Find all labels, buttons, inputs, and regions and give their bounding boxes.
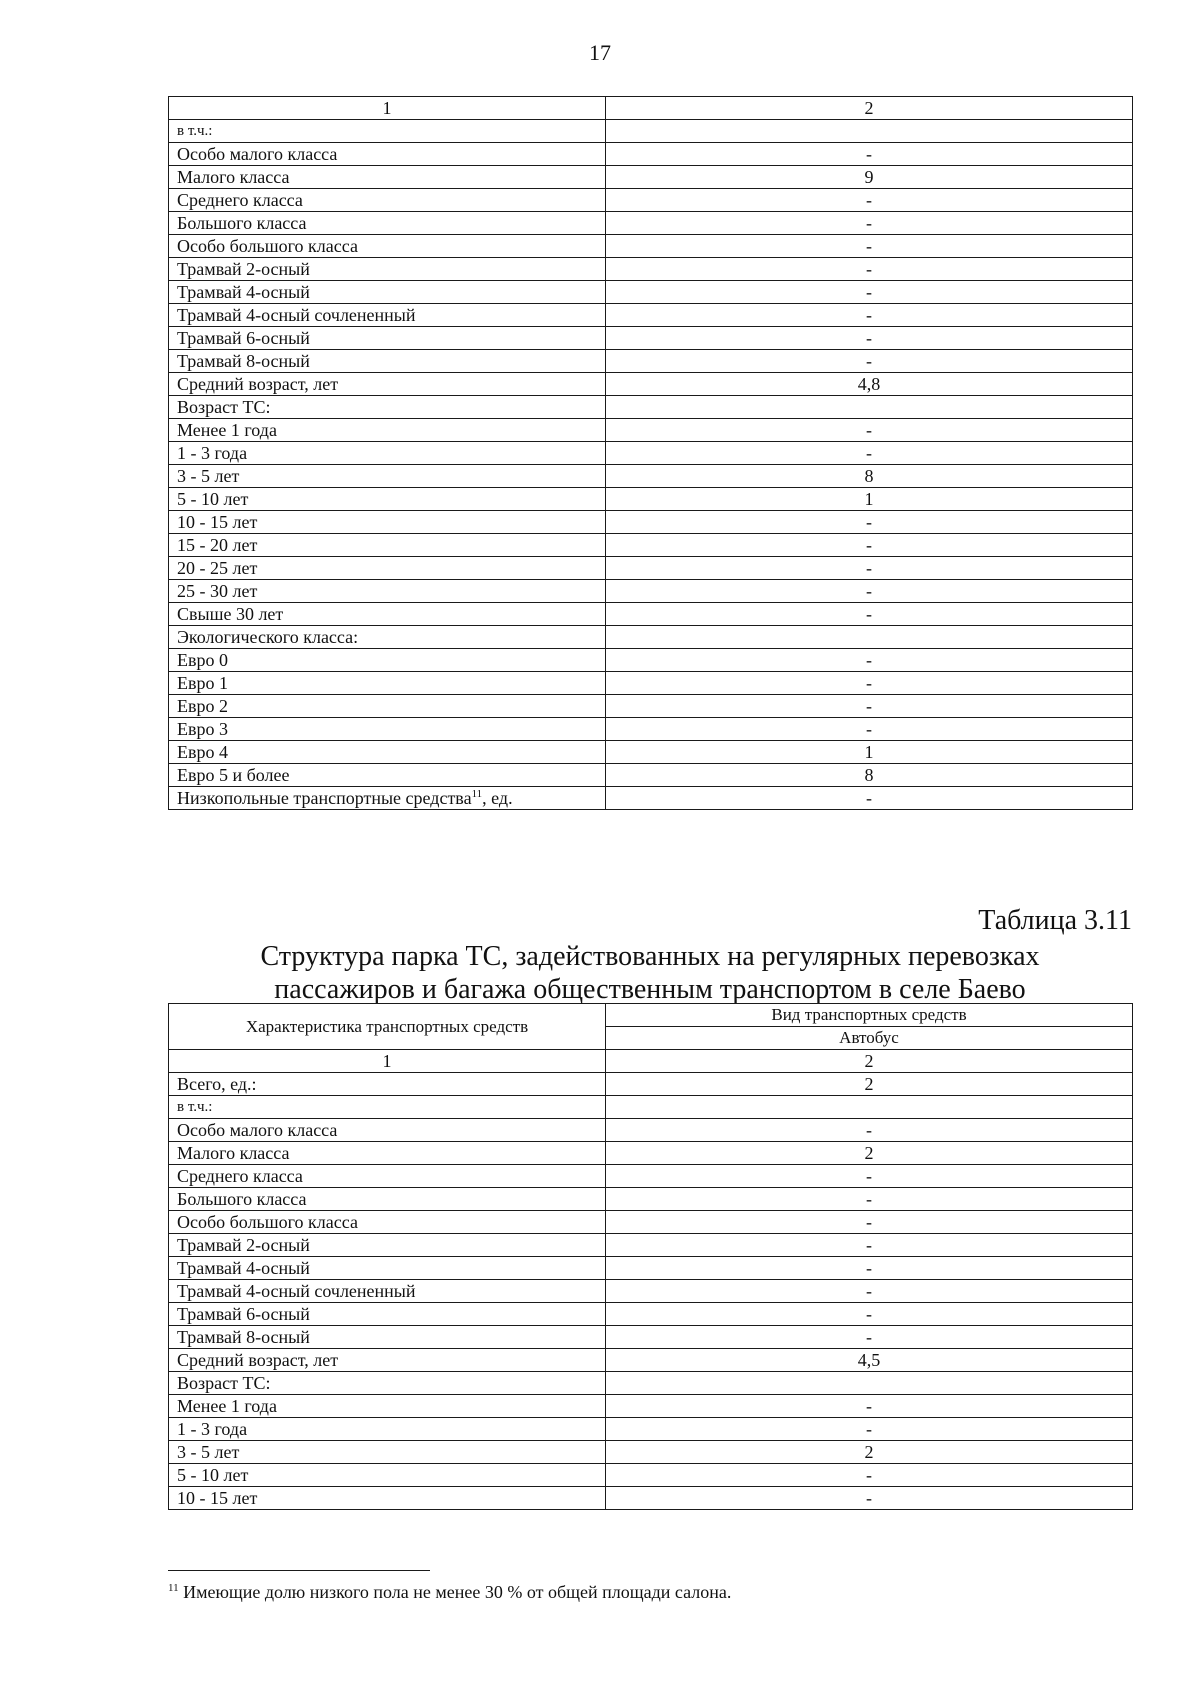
table-row xyxy=(169,1257,1133,1280)
footnote-text: Имеющие долю низкого пола не менее 30 % от общей площади салона. xyxy=(178,1582,732,1602)
row-label-text: Среднего класса xyxy=(177,1166,303,1186)
row-value: - xyxy=(606,672,1133,695)
table-row xyxy=(169,1280,1133,1303)
row-value: 4,5 xyxy=(606,1349,1133,1372)
table-row xyxy=(169,235,1133,258)
row-label-suffix: , ед. xyxy=(482,788,513,808)
row-value: 2 xyxy=(606,1142,1133,1165)
table-row xyxy=(169,1349,1133,1372)
row-label-text: Евро 0 xyxy=(177,650,228,670)
row-label xyxy=(169,557,606,580)
table-row xyxy=(169,1096,1133,1119)
row-label-text: 1 - 3 года xyxy=(177,1419,248,1439)
row-label-text: 1 - 3 года xyxy=(177,443,248,463)
row-label-text: Возраст ТС: xyxy=(177,1373,271,1393)
row-label-text: в т.ч.: xyxy=(177,1099,213,1115)
table-row xyxy=(169,143,1133,166)
row-value: 4,8 xyxy=(606,373,1133,396)
row-label-text: Менее 1 года xyxy=(177,1396,277,1416)
row-label-text: Возраст ТС: xyxy=(177,397,271,417)
row-value: - xyxy=(606,1119,1133,1142)
row-label-text: Экологического класса: xyxy=(177,627,359,647)
row-label-text: Малого класса xyxy=(177,167,290,187)
row-label xyxy=(169,396,606,419)
header-vehicle-type: Вид транспортных средств xyxy=(606,1004,1133,1027)
row-label xyxy=(169,1188,606,1211)
row-label-text: Трамвай 4-осный сочлененный xyxy=(177,305,416,325)
table-row xyxy=(169,258,1133,281)
row-label-text: Низкопольные транспортные средства xyxy=(177,788,472,808)
table-row xyxy=(169,1464,1133,1487)
row-label xyxy=(169,603,606,626)
row-label xyxy=(169,1119,606,1142)
table-row xyxy=(169,764,1133,787)
row-label-text: Евро 1 xyxy=(177,673,228,693)
continued-table-body xyxy=(169,120,1133,810)
row-label-text: 20 - 25 лет xyxy=(177,558,258,578)
row-label xyxy=(169,1073,606,1096)
row-value: - xyxy=(606,212,1133,235)
row-label xyxy=(169,1441,606,1464)
table-row xyxy=(169,1326,1133,1349)
row-label xyxy=(169,580,606,603)
row-label-text: Евро 4 xyxy=(177,742,228,762)
row-label xyxy=(169,1349,606,1372)
table-row xyxy=(169,741,1133,764)
row-value: - xyxy=(606,580,1133,603)
table-row xyxy=(169,534,1133,557)
table-row xyxy=(169,787,1133,810)
row-label xyxy=(169,1142,606,1165)
footnote-divider xyxy=(168,1570,430,1571)
row-value: - xyxy=(606,1303,1133,1326)
row-label xyxy=(169,419,606,442)
column-number-row xyxy=(169,97,1133,120)
table-row xyxy=(169,120,1133,143)
row-label-text: 5 - 10 лет xyxy=(177,489,249,509)
row-label-text: 25 - 30 лет xyxy=(177,581,258,601)
row-value: - xyxy=(606,603,1133,626)
table-row xyxy=(169,166,1133,189)
row-label xyxy=(169,143,606,166)
row-label-text: Большого класса xyxy=(177,1189,307,1209)
table-3-11-body xyxy=(169,1073,1133,1510)
table-row xyxy=(169,327,1133,350)
column-number-1: 1 xyxy=(169,97,606,120)
row-value: - xyxy=(606,350,1133,373)
row-value: - xyxy=(606,511,1133,534)
table-title xyxy=(168,940,1132,1006)
row-value: - xyxy=(606,787,1133,810)
row-label xyxy=(169,189,606,212)
row-label-text: Среднего класса xyxy=(177,190,303,210)
row-label xyxy=(169,281,606,304)
row-value: - xyxy=(606,1326,1133,1349)
table-row xyxy=(169,1372,1133,1395)
table-row xyxy=(169,626,1133,649)
footnote-mark: 11 xyxy=(168,1582,179,1594)
row-label xyxy=(169,626,606,649)
row-value: - xyxy=(606,143,1133,166)
row-value: - xyxy=(606,1395,1133,1418)
row-value xyxy=(606,1372,1133,1395)
row-label xyxy=(169,741,606,764)
table-row xyxy=(169,1142,1133,1165)
row-label-text: Всего, ед.: xyxy=(177,1074,257,1094)
row-label xyxy=(169,350,606,373)
row-label xyxy=(169,258,606,281)
table-title-line-1: Структура парка ТС, задействованных на регулярных перевозках xyxy=(260,941,1040,972)
table-row xyxy=(169,1119,1133,1142)
row-label-text: Малого класса xyxy=(177,1143,290,1163)
row-label xyxy=(169,1395,606,1418)
row-value: - xyxy=(606,1464,1133,1487)
row-label xyxy=(169,787,606,810)
row-label xyxy=(169,511,606,534)
table-row xyxy=(169,1303,1133,1326)
row-label xyxy=(169,649,606,672)
row-value: 1 xyxy=(606,488,1133,511)
row-label xyxy=(169,1257,606,1280)
row-value: - xyxy=(606,281,1133,304)
row-label-text: Трамвай 2-осный xyxy=(177,1235,310,1255)
row-value: - xyxy=(606,442,1133,465)
row-label-text: Трамвай 4-осный xyxy=(177,282,310,302)
row-label-text: Особо большого класса xyxy=(177,236,358,256)
row-label xyxy=(169,764,606,787)
row-label-text: Особо малого класса xyxy=(177,144,338,164)
footnote-reference: 11 xyxy=(471,788,483,800)
row-label-text: 3 - 5 лет xyxy=(177,1442,240,1462)
table-row xyxy=(169,189,1133,212)
row-value: - xyxy=(606,557,1133,580)
row-value: - xyxy=(606,695,1133,718)
row-label xyxy=(169,718,606,741)
row-value xyxy=(606,1096,1133,1119)
row-label xyxy=(169,465,606,488)
row-label xyxy=(169,1487,606,1510)
table-row xyxy=(169,419,1133,442)
row-label xyxy=(169,373,606,396)
row-value: 1 xyxy=(606,741,1133,764)
row-label-text: Евро 3 xyxy=(177,719,228,739)
table-row xyxy=(169,580,1133,603)
row-label xyxy=(169,1280,606,1303)
table-row xyxy=(169,1211,1133,1234)
row-label xyxy=(169,1211,606,1234)
row-label xyxy=(169,212,606,235)
row-label-text: Трамвай 6-осный xyxy=(177,328,310,348)
row-label-text: Трамвай 8-осный xyxy=(177,351,310,371)
table-row xyxy=(169,1441,1133,1464)
table-row xyxy=(169,442,1133,465)
row-label-text: Трамвай 8-осный xyxy=(177,1327,310,1347)
row-label xyxy=(169,1464,606,1487)
row-label xyxy=(169,235,606,258)
row-value: - xyxy=(606,304,1133,327)
table-row xyxy=(169,488,1133,511)
row-value: - xyxy=(606,1280,1133,1303)
row-value: - xyxy=(606,327,1133,350)
table-title-line-2: пассажиров и багажа общественным транспортом в селе Баево xyxy=(274,974,1026,1005)
row-label-text: Трамвай 2-осный xyxy=(177,259,310,279)
row-label-text: Трамвай 6-осный xyxy=(177,1304,310,1324)
row-value: - xyxy=(606,1418,1133,1441)
row-label xyxy=(169,1372,606,1395)
row-value: - xyxy=(606,189,1133,212)
table-row xyxy=(169,304,1133,327)
row-label-text: 10 - 15 лет xyxy=(177,1488,258,1508)
table-label: Таблица 3.11 xyxy=(978,905,1132,936)
row-value: 8 xyxy=(606,465,1133,488)
row-value: - xyxy=(606,419,1133,442)
row-label-text: Евро 5 и более xyxy=(177,765,290,785)
row-label xyxy=(169,1234,606,1257)
column-number-2: 2 xyxy=(606,97,1133,120)
row-label-text: Средний возраст, лет xyxy=(177,374,339,394)
table-row xyxy=(169,511,1133,534)
row-label xyxy=(169,1303,606,1326)
row-label xyxy=(169,1165,606,1188)
row-value: - xyxy=(606,258,1133,281)
row-label xyxy=(169,534,606,557)
row-label xyxy=(169,442,606,465)
row-label-text: 10 - 15 лет xyxy=(177,512,258,532)
row-label-text: 3 - 5 лет xyxy=(177,466,240,486)
row-label xyxy=(169,695,606,718)
row-label-text: Трамвай 4-осный xyxy=(177,1258,310,1278)
table-row xyxy=(169,718,1133,741)
row-value: - xyxy=(606,718,1133,741)
table-row xyxy=(169,212,1133,235)
row-value xyxy=(606,396,1133,419)
header-bus: Автобус xyxy=(606,1027,1133,1050)
row-value: - xyxy=(606,1165,1133,1188)
continued-fleet-table xyxy=(168,96,1133,810)
table-row xyxy=(169,1234,1133,1257)
table-row xyxy=(169,1073,1133,1096)
row-label-text: Евро 2 xyxy=(177,696,228,716)
row-label-text: 5 - 10 лет xyxy=(177,1465,249,1485)
row-value: 9 xyxy=(606,166,1133,189)
row-value: - xyxy=(606,1487,1133,1510)
row-label-text: Особо большого класса xyxy=(177,1212,358,1232)
row-label xyxy=(169,488,606,511)
row-value xyxy=(606,120,1133,143)
row-label xyxy=(169,166,606,189)
row-value: - xyxy=(606,649,1133,672)
header-characteristic: Характеристика транспортных средств xyxy=(169,1004,606,1050)
row-label-text: Большого класса xyxy=(177,213,307,233)
row-label xyxy=(169,1326,606,1349)
column-number-2: 2 xyxy=(606,1050,1133,1073)
row-label-text: Средний возраст, лет xyxy=(177,1350,339,1370)
row-label xyxy=(169,672,606,695)
table-row xyxy=(169,672,1133,695)
row-value: 8 xyxy=(606,764,1133,787)
row-label-text: Трамвай 4-осный сочлененный xyxy=(177,1281,416,1301)
row-value: 2 xyxy=(606,1073,1133,1096)
row-value: - xyxy=(606,1211,1133,1234)
table-row xyxy=(169,350,1133,373)
row-label-text: Свыше 30 лет xyxy=(177,604,284,624)
table-row xyxy=(169,649,1133,672)
row-label xyxy=(169,304,606,327)
table-row xyxy=(169,557,1133,580)
row-label-text: в т.ч.: xyxy=(177,123,213,139)
row-value: - xyxy=(606,534,1133,557)
row-label xyxy=(169,327,606,350)
row-value: - xyxy=(606,1234,1133,1257)
row-value: - xyxy=(606,235,1133,258)
column-number-row xyxy=(169,1050,1133,1073)
row-value xyxy=(606,626,1133,649)
header-row-1 xyxy=(169,1004,1133,1027)
table-row xyxy=(169,1188,1133,1211)
table-row xyxy=(169,603,1133,626)
table-row xyxy=(169,1395,1133,1418)
row-value: - xyxy=(606,1188,1133,1211)
row-label xyxy=(169,120,606,143)
row-label xyxy=(169,1418,606,1441)
table-row xyxy=(169,281,1133,304)
table-row xyxy=(169,1487,1133,1510)
row-label-text: Менее 1 года xyxy=(177,420,277,440)
table-row xyxy=(169,1165,1133,1188)
column-number-1: 1 xyxy=(169,1050,606,1073)
row-label-text: 15 - 20 лет xyxy=(177,535,258,555)
row-value: - xyxy=(606,1257,1133,1280)
page-number: 17 xyxy=(589,40,611,65)
footnote xyxy=(168,1582,731,1603)
table-row xyxy=(169,373,1133,396)
table-row xyxy=(169,695,1133,718)
fleet-structure-table-3-11 xyxy=(168,1003,1133,1510)
table-row xyxy=(169,465,1133,488)
table-row xyxy=(169,396,1133,419)
row-label xyxy=(169,1096,606,1119)
table-row xyxy=(169,1418,1133,1441)
row-value: 2 xyxy=(606,1441,1133,1464)
row-label-text: Особо малого класса xyxy=(177,1120,338,1140)
